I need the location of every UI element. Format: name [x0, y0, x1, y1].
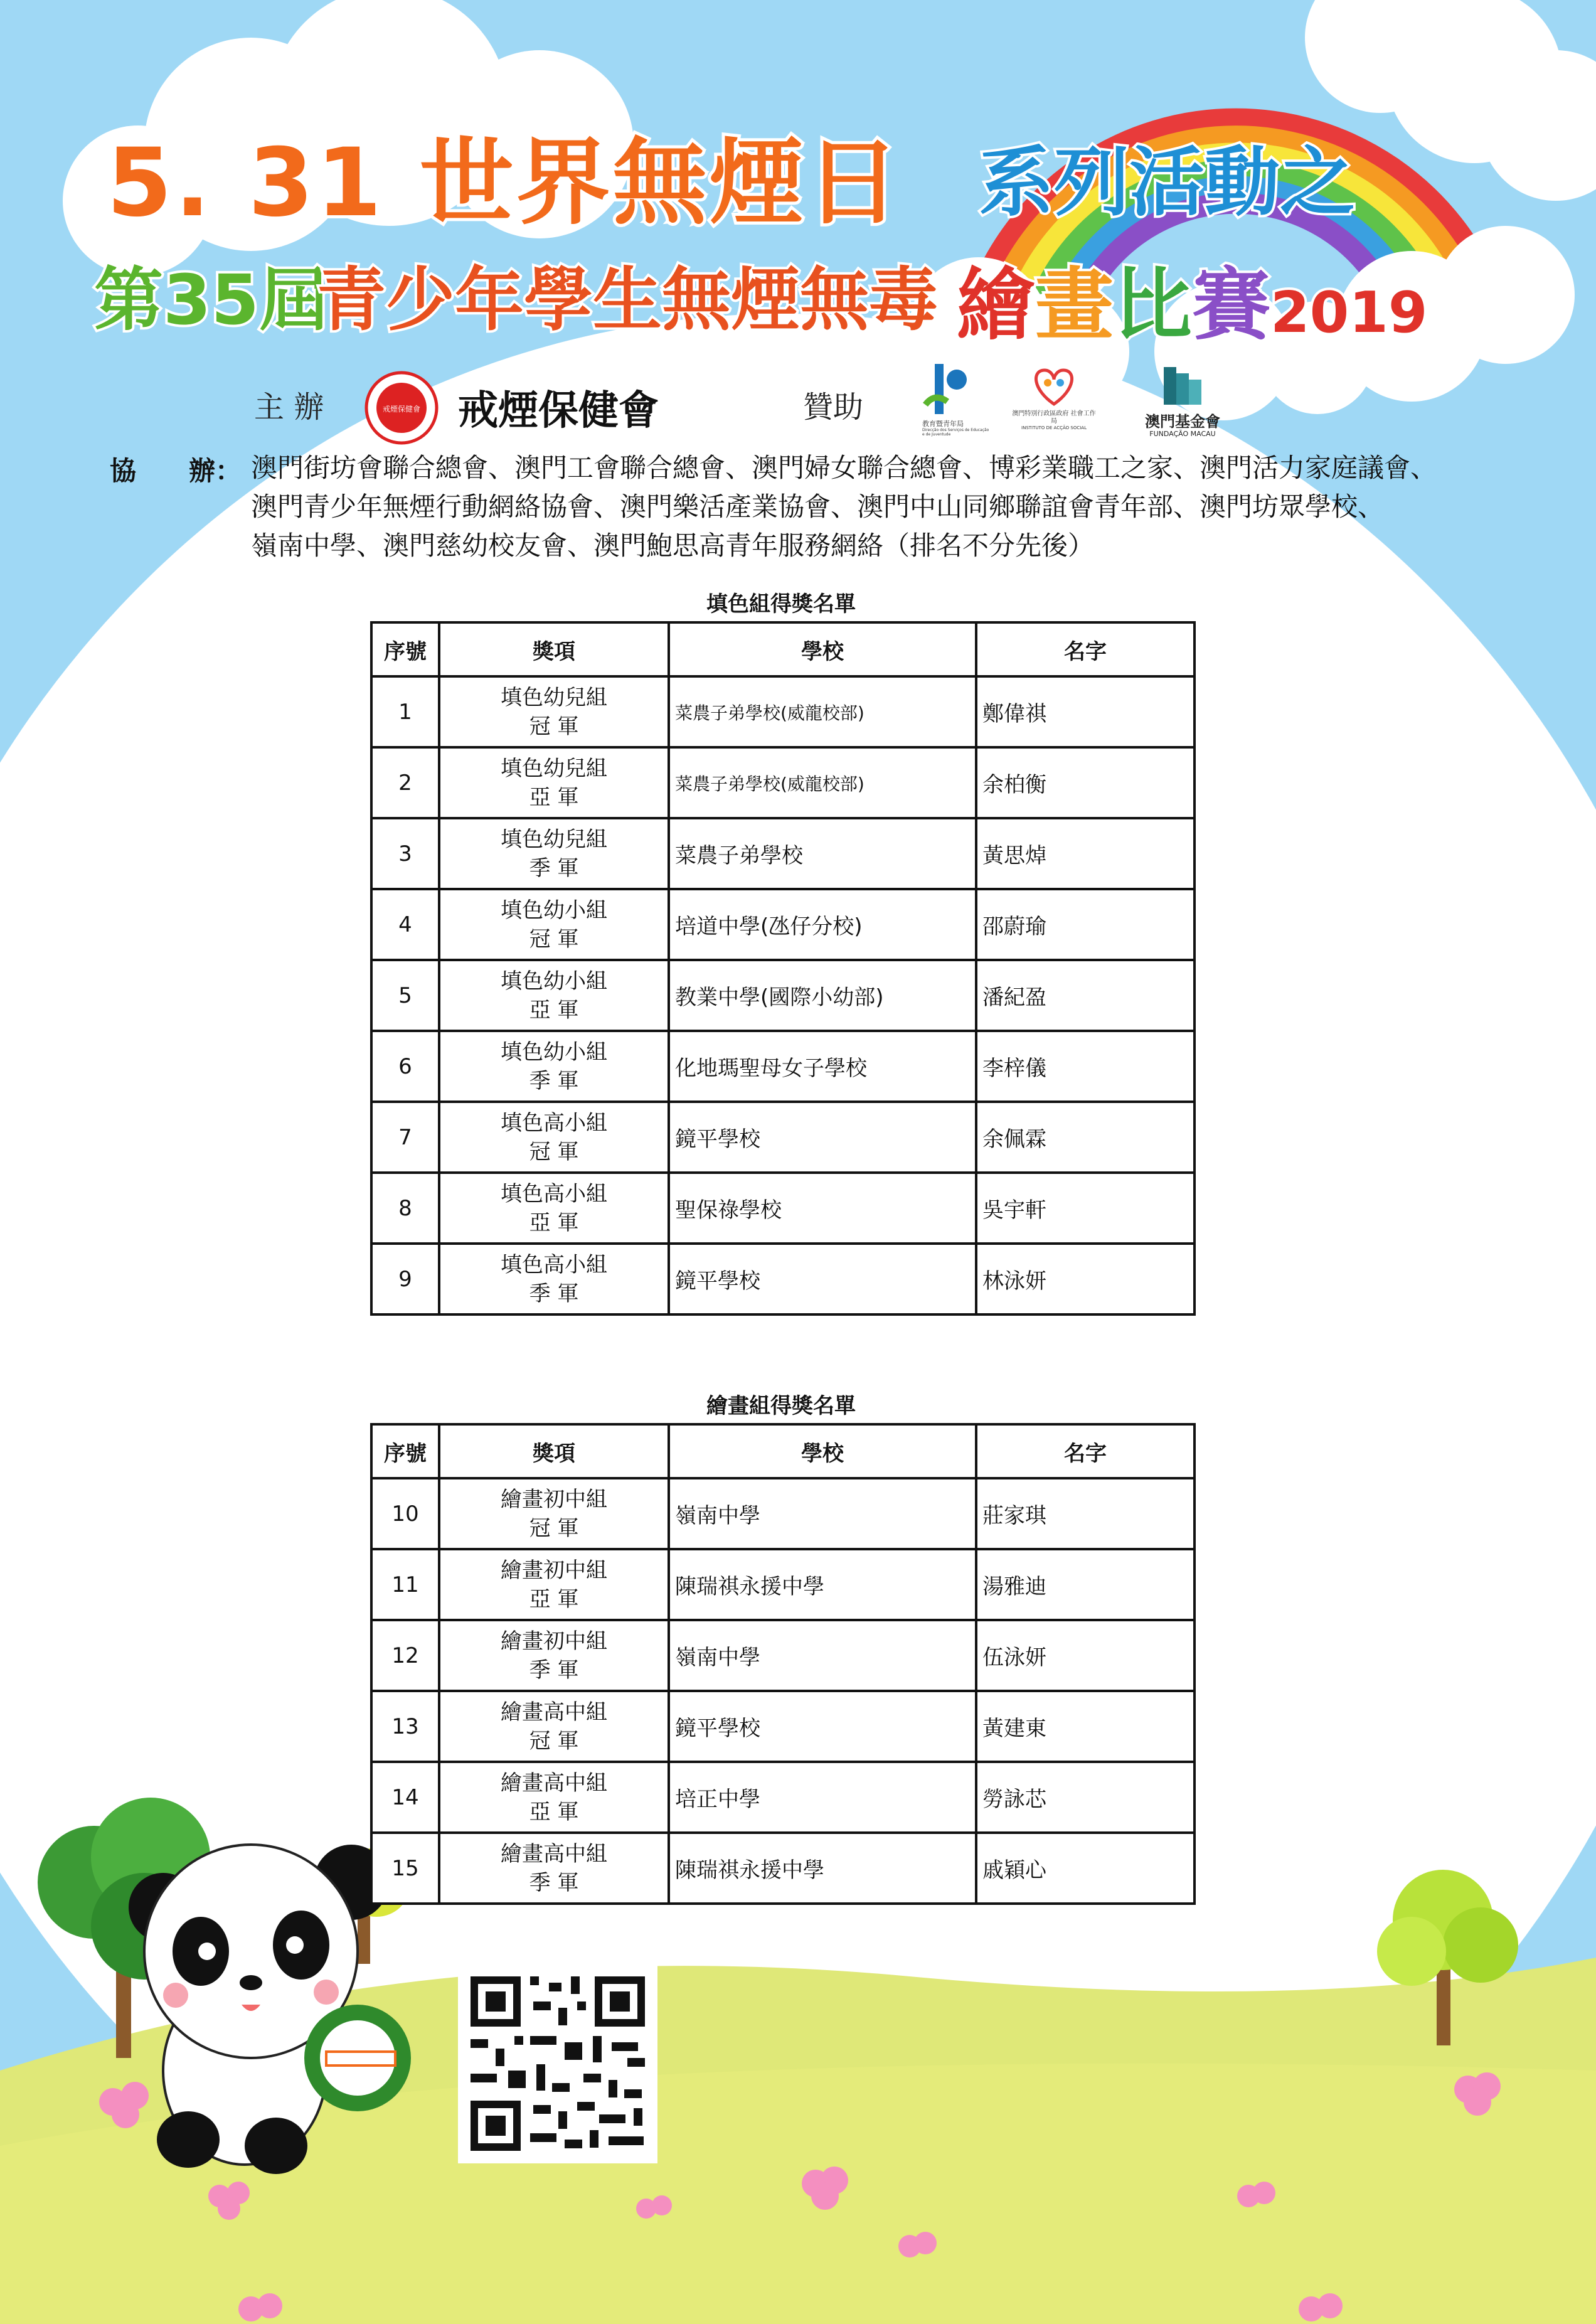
award-group: 繪畫高中組 [501, 1699, 607, 1725]
table-row [371, 1031, 1194, 1102]
award-group: 填色幼小組 [501, 897, 607, 923]
fm-logo-icon [1151, 361, 1214, 411]
contest-char-3: 比 [1114, 260, 1192, 351]
row-number: 12 [371, 1620, 439, 1691]
fm-logo-text: 澳門基金會 [1145, 413, 1220, 430]
table-row [371, 1691, 1194, 1762]
row-number: 13 [371, 1691, 439, 1762]
table-row [371, 1620, 1194, 1691]
sponsor-logo-ias [1010, 364, 1098, 439]
table-row [371, 1762, 1194, 1833]
row-number: 4 [371, 889, 439, 960]
table-row [371, 889, 1194, 960]
row-award [439, 747, 669, 818]
organizer-name: 戒煙保健會 [458, 388, 659, 434]
award-group: 繪畫初中組 [501, 1486, 607, 1512]
table-row [371, 676, 1194, 747]
table-row [371, 818, 1194, 889]
award-group: 填色幼兒組 [501, 685, 607, 710]
table-header-row [371, 622, 1194, 676]
qr-code-icon [458, 1964, 657, 2163]
award-group: 繪畫初中組 [501, 1628, 607, 1654]
award-rank: 季 軍 [529, 1281, 579, 1306]
row-award [439, 1478, 669, 1549]
row-school [669, 818, 976, 889]
row-number: 10 [371, 1478, 439, 1549]
sponsor-label: 贊助 [803, 390, 864, 425]
award-rank: 季 軍 [529, 1657, 579, 1683]
coorganizer-line: 澳門青少年無煙行動網絡協會、澳門樂活產業協會、澳門中山同鄉聯誼會青年部、澳門坊眾學校、 [251, 491, 1385, 522]
row-award [439, 1549, 669, 1620]
table-row [371, 1478, 1194, 1549]
row-school [669, 1173, 976, 1244]
award-rank: 冠 軍 [529, 713, 579, 739]
school-name: 聖保祿學校 [675, 1198, 782, 1223]
award-group: 繪畫高中組 [501, 1841, 607, 1867]
row-name: 湯雅迪 [976, 1549, 1194, 1620]
row-school [669, 1549, 976, 1620]
row-school [669, 889, 976, 960]
award-rank: 亞 軍 [529, 997, 579, 1023]
row-award [439, 1833, 669, 1904]
edition-label: 第35屆 [94, 260, 329, 340]
contest-title [957, 242, 1428, 354]
row-number: 5 [371, 960, 439, 1031]
row-school [669, 1031, 976, 1102]
award-group: 填色高小組 [501, 1252, 607, 1277]
header-no: 序號 [371, 1424, 439, 1478]
coorganizer-list [251, 449, 1506, 565]
row-school [669, 1244, 976, 1314]
table-row [371, 960, 1194, 1031]
dsej-logo-subtext: Direcção dos Serviços de Educação e de Juventude [922, 428, 989, 437]
award-rank: 季 軍 [529, 1870, 579, 1895]
row-number: 2 [371, 747, 439, 818]
row-number: 11 [371, 1549, 439, 1620]
header-no: 序號 [371, 622, 439, 676]
header-school: 學校 [669, 622, 976, 676]
school-name: 陳瑞祺永援中學 [675, 1574, 824, 1599]
row-award [439, 1031, 669, 1102]
table-row [371, 1549, 1194, 1620]
subtitle: 青少年學生無煙無毒 [317, 260, 938, 340]
row-school [669, 1691, 976, 1762]
organizer-seal-icon [364, 370, 439, 445]
drawing-winners-table [370, 1423, 1196, 1905]
main-title-line1: 5. 31 世界無煙日 [107, 129, 903, 238]
school-name: 菜農子弟學校(威龍校部) [675, 773, 864, 794]
row-school [669, 1833, 976, 1904]
row-name: 莊家琪 [976, 1478, 1194, 1549]
header-school: 學校 [669, 1424, 976, 1478]
contest-year: 2019 [1270, 280, 1428, 346]
school-name: 鏡平學校 [675, 1269, 760, 1294]
table-row [371, 1173, 1194, 1244]
row-name: 李梓儀 [976, 1031, 1194, 1102]
award-rank: 亞 軍 [529, 1586, 579, 1612]
row-school [669, 1762, 976, 1833]
row-school [669, 747, 976, 818]
school-name: 菜農子弟學校 [675, 843, 803, 868]
school-name: 鏡平學校 [675, 1716, 760, 1741]
row-name: 鄭偉祺 [976, 676, 1194, 747]
award-group: 繪畫高中組 [501, 1770, 607, 1796]
row-name: 戚穎心 [976, 1833, 1194, 1904]
award-rank: 亞 軍 [529, 784, 579, 810]
school-name: 嶺南中學 [675, 1503, 760, 1528]
fm-logo-subtext: FUNDAÇÃO MACAU [1149, 430, 1216, 438]
row-number: 7 [371, 1102, 439, 1173]
header-award: 獎項 [439, 1424, 669, 1478]
sponsor-logo-fm [1123, 361, 1242, 442]
coorganizer-line: 澳門街坊會聯合總會、澳門工會聯合總會、澳門婦女聯合總會、博彩業職工之家、澳門活力家庭議會、 [251, 452, 1437, 483]
row-name: 余柏衡 [976, 747, 1194, 818]
award-group: 填色幼小組 [501, 1039, 607, 1065]
award-rank: 亞 軍 [529, 1210, 579, 1235]
school-name: 鏡平學校 [675, 1127, 760, 1152]
row-number: 3 [371, 818, 439, 889]
school-name: 菜農子弟學校(威龍校部) [675, 702, 864, 723]
row-award [439, 1244, 669, 1314]
award-rank: 冠 軍 [529, 1139, 579, 1165]
sponsor-logo-dsej [922, 361, 991, 436]
row-number: 9 [371, 1244, 439, 1314]
row-number: 14 [371, 1762, 439, 1833]
award-rank: 冠 軍 [529, 926, 579, 952]
row-award [439, 818, 669, 889]
row-number: 15 [371, 1833, 439, 1904]
ias-logo-icon [1029, 364, 1079, 408]
row-name: 黃思焯 [976, 818, 1194, 889]
coorganizer-label: 協 辦： [110, 456, 242, 486]
table-row [371, 1244, 1194, 1314]
award-group: 填色幼小組 [501, 968, 607, 994]
row-number: 8 [371, 1173, 439, 1244]
award-group: 填色高小組 [501, 1181, 607, 1207]
main-title-suffix: 系列活動之 [979, 139, 1355, 227]
school-name: 教業中學(國際小幼部) [675, 985, 884, 1010]
row-name: 吳宇軒 [976, 1173, 1194, 1244]
contest-char-4: 賽 [1192, 260, 1270, 351]
row-award [439, 1762, 669, 1833]
award-group: 填色幼兒組 [501, 755, 607, 781]
row-award [439, 1691, 669, 1762]
school-name: 陳瑞祺永援中學 [675, 1858, 824, 1883]
table-row [371, 747, 1194, 818]
row-school [669, 1478, 976, 1549]
row-school [669, 1102, 976, 1173]
qr-code[interactable] [458, 1964, 657, 2163]
school-name: 化地瑪聖母女子學校 [675, 1056, 867, 1081]
award-rank: 亞 軍 [529, 1799, 579, 1825]
ias-logo-subtext: INSTITUTO DE ACÇÃO SOCIAL [1021, 425, 1087, 430]
contest-char-2: 畫 [1035, 260, 1114, 351]
dsej-logo-text: 教育暨青年局 [922, 420, 964, 428]
organizer-label: 主 辦 [254, 390, 324, 425]
award-rank: 冠 軍 [529, 1728, 579, 1754]
table-header-row [371, 1424, 1194, 1478]
row-name: 黃建東 [976, 1691, 1194, 1762]
header-award: 獎項 [439, 622, 669, 676]
row-name: 潘紀盈 [976, 960, 1194, 1031]
row-number: 1 [371, 676, 439, 747]
header-name: 名字 [976, 1424, 1194, 1478]
row-award [439, 1102, 669, 1173]
award-group: 繪畫初中組 [501, 1557, 607, 1583]
row-name: 勞詠芯 [976, 1762, 1194, 1833]
row-award [439, 676, 669, 747]
award-rank: 冠 軍 [529, 1515, 579, 1541]
row-award [439, 889, 669, 960]
row-school [669, 1620, 976, 1691]
row-school [669, 960, 976, 1031]
drawing-table-title: 繪畫組得獎名單 [706, 1394, 856, 1419]
row-name: 林泳妍 [976, 1244, 1194, 1314]
award-rank: 季 軍 [529, 1068, 579, 1094]
ias-logo-text: 澳門特別行政區政府 社會工作局 [1012, 410, 1096, 425]
dsej-logo-icon [922, 361, 979, 417]
row-name: 邵蔚瑜 [976, 889, 1194, 960]
table-row [371, 1102, 1194, 1173]
coloring-table-title: 填色組得獎名單 [706, 592, 856, 617]
row-name: 余佩霖 [976, 1102, 1194, 1173]
award-rank: 季 軍 [529, 855, 579, 881]
row-award [439, 1620, 669, 1691]
row-award [439, 1173, 669, 1244]
award-group: 填色幼兒組 [501, 826, 607, 852]
award-group: 填色高小組 [501, 1110, 607, 1136]
contest-char-1: 繪 [957, 260, 1035, 351]
header-name: 名字 [976, 622, 1194, 676]
row-school [669, 676, 976, 747]
coorganizer-line: 嶺南中學、澳門慈幼校友會、澳門鮑思高青年服務網絡（排名不分先後） [251, 530, 1095, 561]
row-name: 伍泳妍 [976, 1620, 1194, 1691]
organizer-seal-text: 戒煙保健會 [382, 405, 421, 413]
table-row [371, 1833, 1194, 1904]
row-number: 6 [371, 1031, 439, 1102]
school-name: 培道中學(氹仔分校) [675, 914, 863, 939]
row-award [439, 960, 669, 1031]
school-name: 培正中學 [675, 1787, 760, 1812]
coloring-winners-table [370, 621, 1196, 1316]
school-name: 嶺南中學 [675, 1645, 760, 1670]
